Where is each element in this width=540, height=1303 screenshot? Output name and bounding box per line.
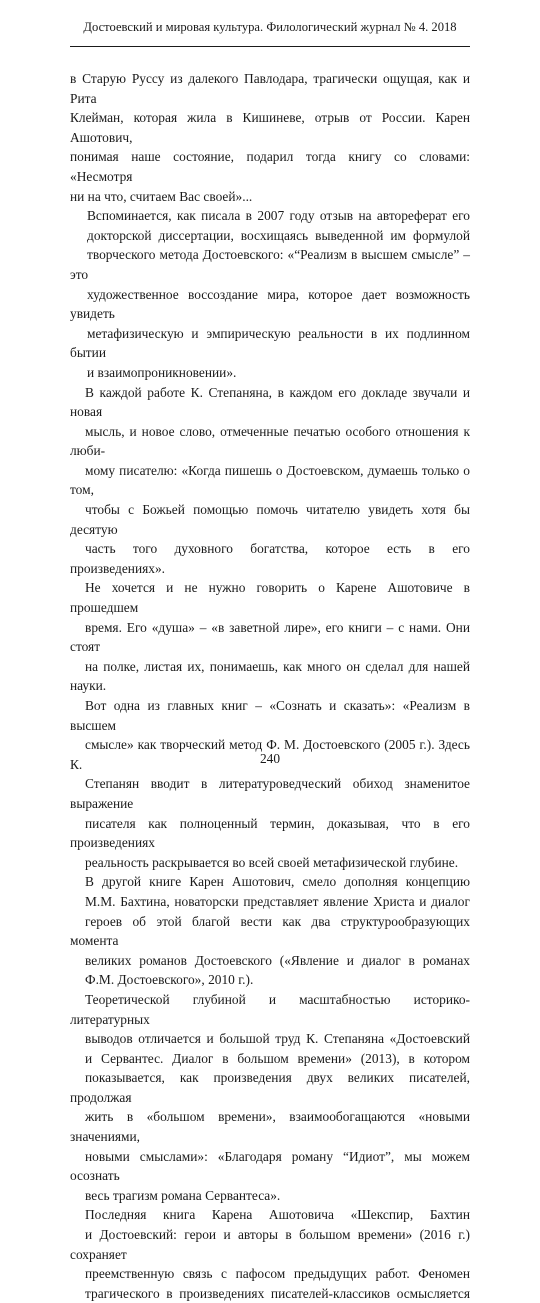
text-line: весь трагизм романа Сервантеса». — [85, 1187, 281, 1203]
text-line: Вот одна из главных книг – «Сознать и сказать»: «Реализм в высшем — [70, 698, 470, 733]
text-line: Вспоминается, как писала в 2007 году отзыв на автореферат его — [87, 208, 470, 224]
paragraph — [70, 1205, 470, 1303]
text-line: Последняя книга Карена Ашотовича «Шекспир, Бахтин — [85, 1207, 470, 1223]
paragraph — [70, 578, 470, 696]
text-line: Клейман, которая жила в Кишиневе, отрыв от России. Карен Ашотович, — [70, 110, 470, 145]
text-line: время. Его «душа» – «в заветной лире», его книги – с нами. Они стоят — [70, 619, 470, 655]
text-line: чтобы с Божьей помощью помочь читателю увидеть хотя бы десятую — [70, 502, 470, 537]
text-line: ни на что, считаем Вас своей»... — [70, 188, 253, 204]
paragraph — [70, 69, 470, 206]
text-line: показывается, как произведения двух великих писателей, продолжая — [70, 1070, 470, 1105]
text-line: трагического в произведениях писателей-классиков осмысляется — [85, 1285, 470, 1301]
header-rule — [70, 46, 470, 47]
text-line: творческого метода Достоевского: «“Реализм в высшем смысле” – это — [70, 247, 470, 282]
text-line: В каждой работе К. Степаняна, в каждом его докладе звучали и новая — [70, 384, 470, 420]
text-line: мысль, и новое слово, отмеченные печатью особого отношения к люби- — [70, 423, 470, 459]
text-line: часть того духовного богатства, которое есть в его произведениях». — [70, 541, 470, 576]
text-line: преемственную связь с пафосом предыдущих работ. Феномен — [85, 1266, 470, 1282]
text-line: смысле» как творческий метод Ф. М. Достоевского (2005 г.). Здесь К. — [70, 737, 470, 772]
text-line: жить в «большом времени», взаимообогащаются «новыми значениями, — [70, 1109, 470, 1145]
text-line: реальность раскрывается во всей своей метафизической глубине. — [85, 854, 459, 870]
text-line: и Достоевский: герои и авторы в большом времени» (2016 г.) сохраняет — [70, 1227, 470, 1262]
paragraph — [70, 990, 470, 1206]
text-line: М.М. Бахтина, новаторски представляет явление Христа и диалог — [85, 893, 470, 909]
paragraph — [70, 383, 470, 579]
text-line: выводов отличается и большой труд К. Степаняна «Достоевский — [85, 1031, 470, 1047]
text-line: новыми смыслами»: «Благодаря роману “Идиот”, мы можем осознать — [70, 1148, 470, 1184]
text-line: и Сервантес. Диалог в большом времени» (2013), в котором — [85, 1050, 470, 1066]
text-line: писателя как полноценный термин, доказывая, что в его произведениях — [70, 815, 470, 851]
text-line: Ф.М. Достоевского», 2010 г.). — [85, 972, 254, 988]
page-number: 240 — [259, 751, 281, 766]
text-line: в Старую Руссу из далекого Павлодара, трагически ощущая, как и Рита — [70, 71, 470, 106]
text-line: понимая наше состояние, подарил тогда книгу со словами: «Несмотря — [70, 149, 470, 184]
text-line: метафизическую и эмпирическую реальности в их подлинном бытии — [70, 325, 470, 361]
paragraph — [70, 872, 470, 990]
text-line: художественное воссоздание мира, которое дает возможность увидеть — [70, 286, 470, 322]
text-line: Степанян вводит в литературоведческий обиход знаменитое выражение — [70, 776, 470, 811]
text-line: мому писателю: «Когда пишешь о Достоевском, думаешь только о том, — [70, 462, 470, 498]
text-line: Теоретической глубиной и масштабностью историко-литературных — [70, 991, 470, 1027]
running-header: Достоевский и мировая культура. Филологический журнал № 4. 2018 — [83, 20, 457, 34]
paragraph — [70, 696, 470, 872]
text-line: великих романов Достоевского («Явление и диалог в романах — [85, 952, 470, 968]
text-line: и взаимопроникновении». — [87, 364, 237, 380]
article-body — [70, 69, 470, 1303]
paragraph — [70, 206, 470, 382]
text-line: героев об этой благой вести как два структурообразующих момента — [70, 913, 470, 949]
text-line: докторской диссертации, восхищаясь выведенной им формулой — [87, 227, 470, 243]
text-line: В другой книге Карен Ашотович, смело дополняя концепцию — [85, 874, 470, 890]
text-line: на полке, листая их, понимаешь, как много он сделал для нашей науки. — [70, 658, 470, 694]
text-line: Не хочется и не нужно говорить о Карене Ашотовиче в прошедшем — [70, 580, 470, 616]
